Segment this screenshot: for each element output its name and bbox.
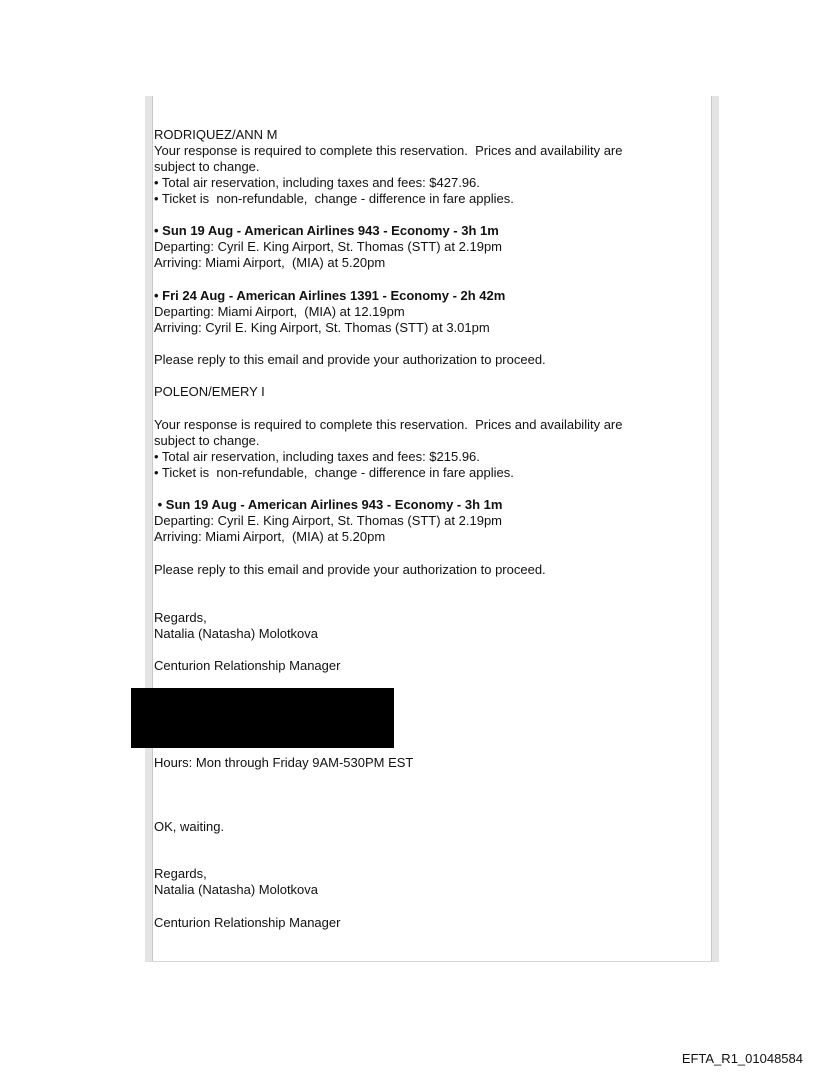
- redaction-block: [131, 688, 394, 748]
- notice-line-1: Your response is required to complete this reservation. Prices and availability are: [154, 143, 623, 158]
- document-id: EFTA_R1_01048584: [681, 1051, 803, 1066]
- total-fare-1: • Total air reservation, including taxes and fees: $427.96.: [154, 175, 480, 190]
- flight-header: • Sun 19 Aug - American Airlines 943 - Economy - 3h 1m: [154, 497, 503, 512]
- notice-line-2: subject to change.: [154, 433, 260, 448]
- signature-title: Centurion Relationship Manager: [154, 915, 341, 930]
- signature-regards: Regards,: [154, 866, 207, 881]
- reply-message: OK, waiting.: [154, 819, 225, 834]
- passenger-name-1: RODRIQUEZ/ANN M: [154, 127, 278, 142]
- passenger-name-2: POLEON/EMERY I: [154, 384, 265, 399]
- flight-departing: Departing: Miami Airport, (MIA) at 12.19pm: [154, 304, 405, 319]
- reply-request-2: Please reply to this email and provide your authorization to proceed.: [154, 562, 546, 577]
- signature-name: Natalia (Natasha) Molotkova: [154, 882, 319, 897]
- total-fare-2: • Total air reservation, including taxes and fees: $215.96.: [154, 449, 480, 464]
- signature-title: Centurion Relationship Manager: [154, 658, 341, 673]
- ticket-terms-1: • Ticket is non-refundable, change - difference in fare applies.: [154, 191, 514, 206]
- ticket-terms-2: • Ticket is non-refundable, change - difference in fare applies.: [154, 465, 514, 480]
- business-hours: Hours: Mon through Friday 9AM-530PM EST: [154, 755, 414, 770]
- flight-arriving: Arriving: Cyril E. King Airport, St. Thomas (STT) at 3.01pm: [154, 320, 490, 335]
- flight-header: • Sun 19 Aug - American Airlines 943 - Economy - 3h 1m: [154, 223, 499, 238]
- flight-arriving: Arriving: Miami Airport, (MIA) at 5.20pm: [154, 255, 386, 270]
- notice-line-1: Your response is required to complete this reservation. Prices and availability are: [154, 417, 623, 432]
- signature-name: Natalia (Natasha) Molotkova: [154, 626, 319, 641]
- flight-arriving: Arriving: Miami Airport, (MIA) at 5.20pm: [154, 529, 386, 544]
- notice-line-2: subject to change.: [154, 159, 260, 174]
- flight-departing: Departing: Cyril E. King Airport, St. Thomas (STT) at 2.19pm: [154, 513, 502, 528]
- reply-request-1: Please reply to this email and provide your authorization to proceed.: [154, 352, 546, 367]
- flight-header: • Fri 24 Aug - American Airlines 1391 - Economy - 2h 42m: [154, 288, 506, 303]
- flight-departing: Departing: Cyril E. King Airport, St. Thomas (STT) at 2.19pm: [154, 239, 502, 254]
- signature-regards: Regards,: [154, 610, 207, 625]
